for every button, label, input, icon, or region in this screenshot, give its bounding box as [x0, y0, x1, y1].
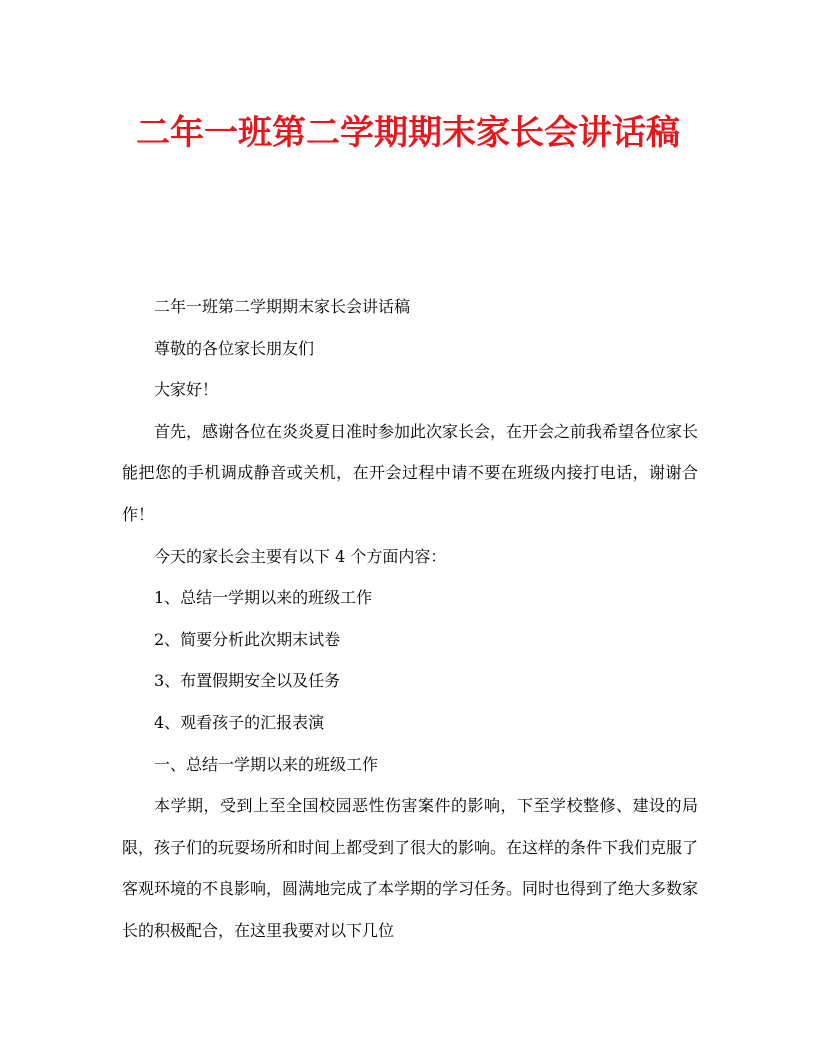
paragraph-agenda-intro: 今天的家长会主要有以下 4 个方面内容： — [154, 546, 447, 566]
agenda-item-1: 1、总结一学期以来的班级工作 — [154, 588, 373, 608]
paragraph-salutation: 尊敬的各位家长朋友们 — [154, 338, 315, 358]
paragraph-heading: 二年一班第二学期期末家长会讲话稿 — [154, 297, 411, 316]
paragraph-greeting: 大家好！ — [154, 380, 219, 400]
document-title: 二年一班第二学期期末家长会讲话稿 — [136, 113, 680, 153]
document-body — [122, 286, 698, 952]
agenda-item-2: 2、简要分析此次期末试卷 — [154, 629, 341, 649]
paragraph-section-1-body: 本学期，受到上至全国校园恶性伤害案件的影响，下至学校整修、建设的局限，孩子们的玩耍场所和时间上都受到了很大的影响。在这样的条件下我们克服了客观环境的不良影响，圆满地完成了本学期的学习任务。同时也得到了绝大多数家长的积极配合，在这里我要对以下几位 — [122, 796, 699, 940]
agenda-item-3: 3、布置假期安全以及任务 — [154, 671, 341, 691]
section-heading-1: 一、总结一学期以来的班级工作 — [154, 754, 379, 774]
paragraph-opening: 首先，感谢各位在炎炎夏日准时参加此次家长会，在开会之前我希望各位家长能把您的手机调成静音或关机，在开会过程中请不要在班级内接打电话，谢谢合作！ — [122, 421, 699, 524]
agenda-item-4: 4、观看孩子的汇报表演 — [154, 712, 325, 732]
